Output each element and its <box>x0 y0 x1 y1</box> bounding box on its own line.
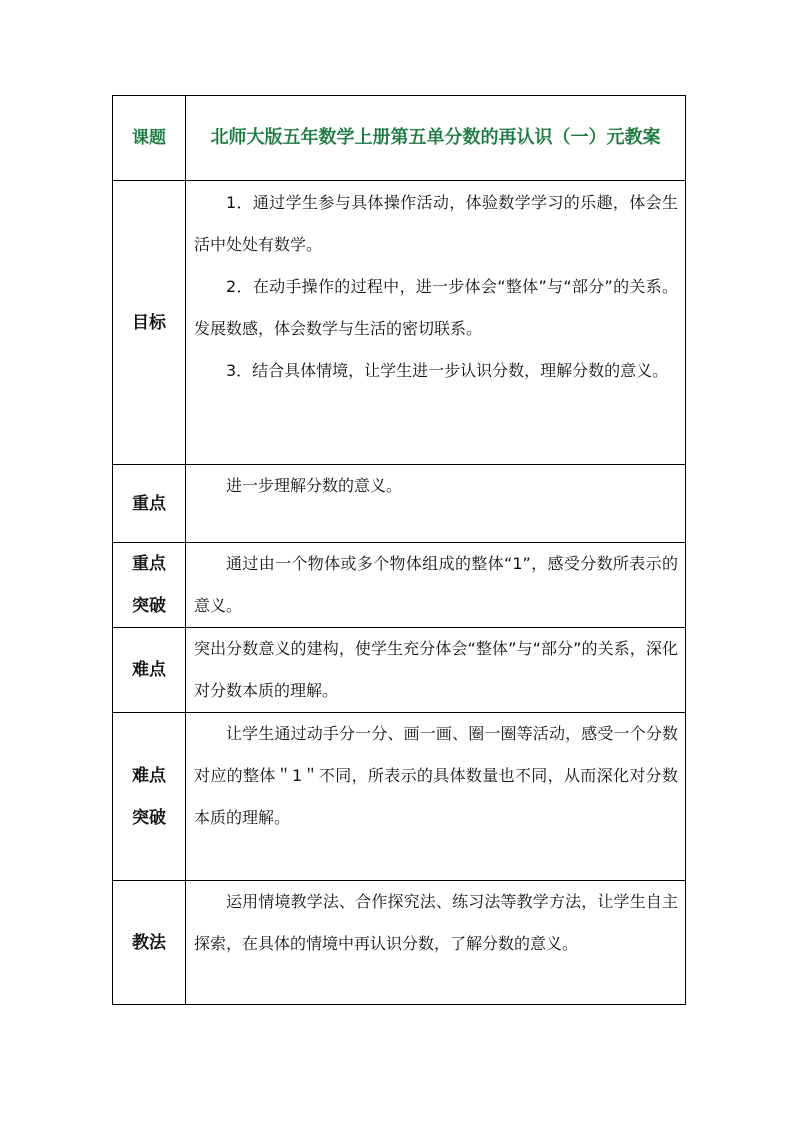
key-breakthrough-label-line2: 突破 <box>132 596 166 616</box>
method-label: 教法 <box>113 881 186 1005</box>
difficulty-breakthrough-text: 让学生通过动手分一分、画一画、圈一圈等活动，感受一个分数对应的整体＂1＂不同，所表示的具体数量也不同，从而深化对分数本质的理解。 <box>194 724 678 827</box>
goal-item-2: 2．在动手操作的过程中，进一步体会“整体”与“部分”的关系。发展数感，体会数学与生活的密切联系。 <box>194 277 678 338</box>
goal-item-3: 3．结合具体情境，让学生进一步认识分数，理解分数的意义。 <box>226 361 669 380</box>
key-breakthrough-row <box>113 543 686 628</box>
title-row <box>113 96 686 181</box>
key-breakthrough-label <box>113 543 186 628</box>
goal-item-1: 1．通过学生参与具体操作活动，体验数学学习的乐趣，体会生活中处处有数学。 <box>194 193 678 254</box>
key-point-content <box>186 465 686 543</box>
key-point-text: 进一步理解分数的意义。 <box>226 476 403 495</box>
key-breakthrough-label-line1: 重点 <box>132 554 166 574</box>
difficulty-row <box>113 628 686 713</box>
difficulty-breakthrough-label-line2: 突破 <box>132 807 166 828</box>
difficulty-breakthrough-row <box>113 713 686 881</box>
lesson-plan-table <box>112 95 686 1005</box>
method-text: 运用情境教学法、合作探究法、练习法等教学方法，让学生自主探索，在具体的情境中再认识分数，了解分数的意义。 <box>194 892 678 953</box>
difficulty-label: 难点 <box>113 628 186 713</box>
difficulty-breakthrough-label <box>113 713 186 881</box>
key-point-label: 重点 <box>113 465 186 543</box>
title-label: 课题 <box>113 96 186 181</box>
method-row <box>113 881 686 1005</box>
difficulty-breakthrough-label-line1: 难点 <box>132 765 166 786</box>
goals-label: 目标 <box>113 181 186 465</box>
key-breakthrough-text: 通过由一个物体或多个物体组成的整体“1”，感受分数所表示的意义。 <box>194 554 678 615</box>
goals-row <box>113 181 686 465</box>
goals-content <box>186 181 686 465</box>
key-point-row <box>113 465 686 543</box>
method-content <box>186 881 686 1005</box>
lesson-title: 北师大版五年数学上册第五单分数的再认识（一）元教案 <box>186 96 686 181</box>
difficulty-text: 突出分数意义的建构，使学生充分体会“整体”与“部分”的关系，深化对分数本质的理解。 <box>194 639 678 700</box>
difficulty-breakthrough-content <box>186 713 686 881</box>
difficulty-content <box>186 628 686 713</box>
key-breakthrough-content <box>186 543 686 628</box>
